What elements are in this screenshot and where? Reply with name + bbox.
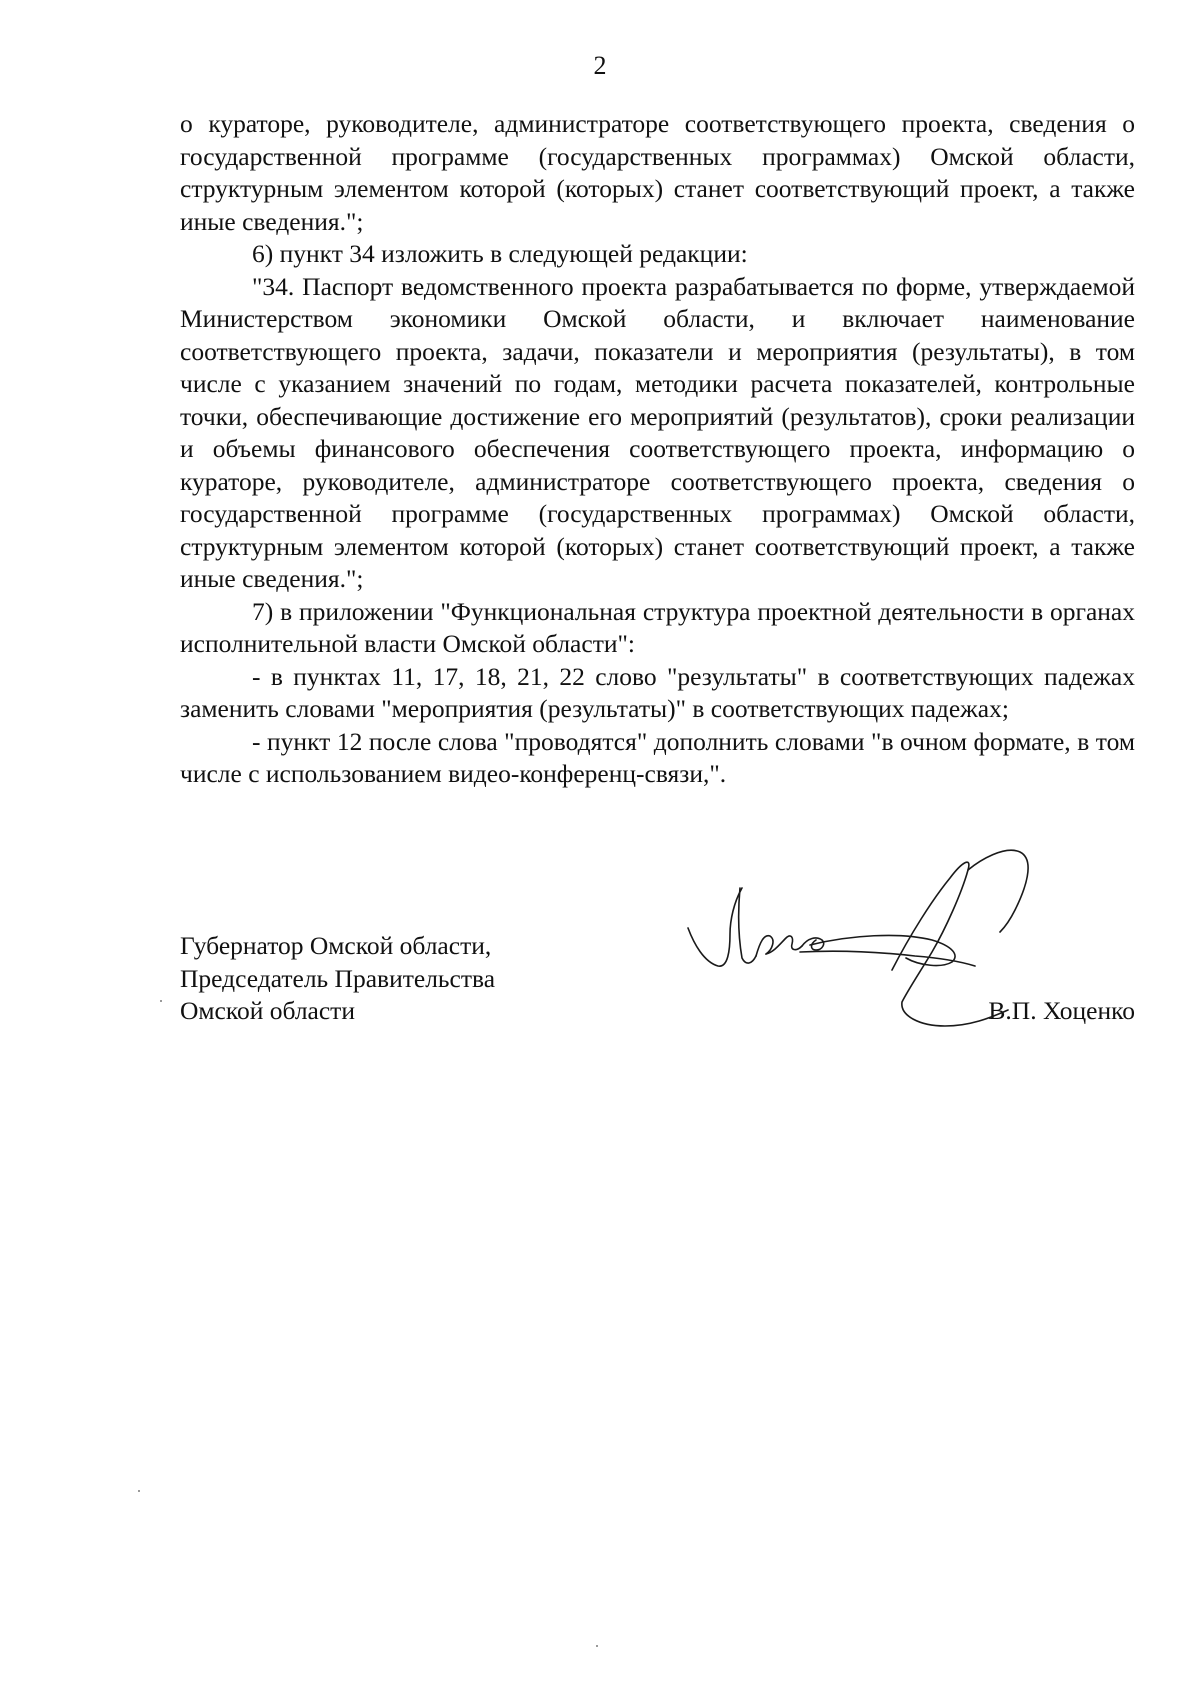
document-body — [180, 108, 1135, 791]
signer-title-line: Председатель Правительства — [180, 963, 496, 993]
page-number: 2 — [593, 51, 607, 80]
signer-name: В.П. Хоценко — [988, 996, 1135, 1025]
signer-title-line: Омской области — [180, 996, 355, 1025]
paragraph-item-7: 7) в приложении "Функциональная структура проектной деятельности в органах исполнительной власти Омской области": — [180, 596, 1135, 658]
handwritten-signature — [670, 840, 1070, 1050]
paragraph-point-12: - пункт 12 после слова "проводятся" дополнить словами "в очном формате, в том числе с использованием видео-конференц-связи,". — [180, 726, 1135, 788]
scan-speck — [160, 1000, 162, 1002]
scan-speck — [596, 1645, 598, 1647]
paragraph-item-6: 6) пункт 34 изложить в следующей редакции: — [252, 239, 748, 268]
signer-title — [180, 930, 495, 1028]
paragraph-curator-info: о кураторе, руководителе, администраторе соответствующего проекта, сведения о государственной программе (государственных программах) Омской области, структурным элементом которой (которых) станет соответствующий проект, а также иные сведения."; — [180, 109, 1135, 236]
paragraph-item-34: "34. Паспорт ведомственного проекта разрабатывается по форме, утверждаемой Министерством экономики Омской области, и включает наименование соответствующего проекта, задачи, показатели и мероприятия (результаты), в том числе с указанием значений по годам, методики расчета показателей, контрольные точки, обеспечивающие достижение его мероприятий (результатов), сроки реализации и объемы финансового обеспечения соответствующего проекта, информацию о кураторе, руководителе, администраторе соответствующего проекта, сведения о государственной программе (государственных программах) Омской области, структурным элементом которой (которых) станет соответствующий проект, а также иные сведения."; — [180, 271, 1135, 593]
paragraph-points-list: - в пунктах 11, 17, 18, 21, 22 слово "результаты" в соответствующих падежах заменить словами "мероприятия (результаты)" в соответствующих падежах; — [180, 661, 1135, 723]
scan-speck — [138, 1490, 140, 1492]
signer-title-line: Губернатор Омской области, — [180, 931, 492, 960]
